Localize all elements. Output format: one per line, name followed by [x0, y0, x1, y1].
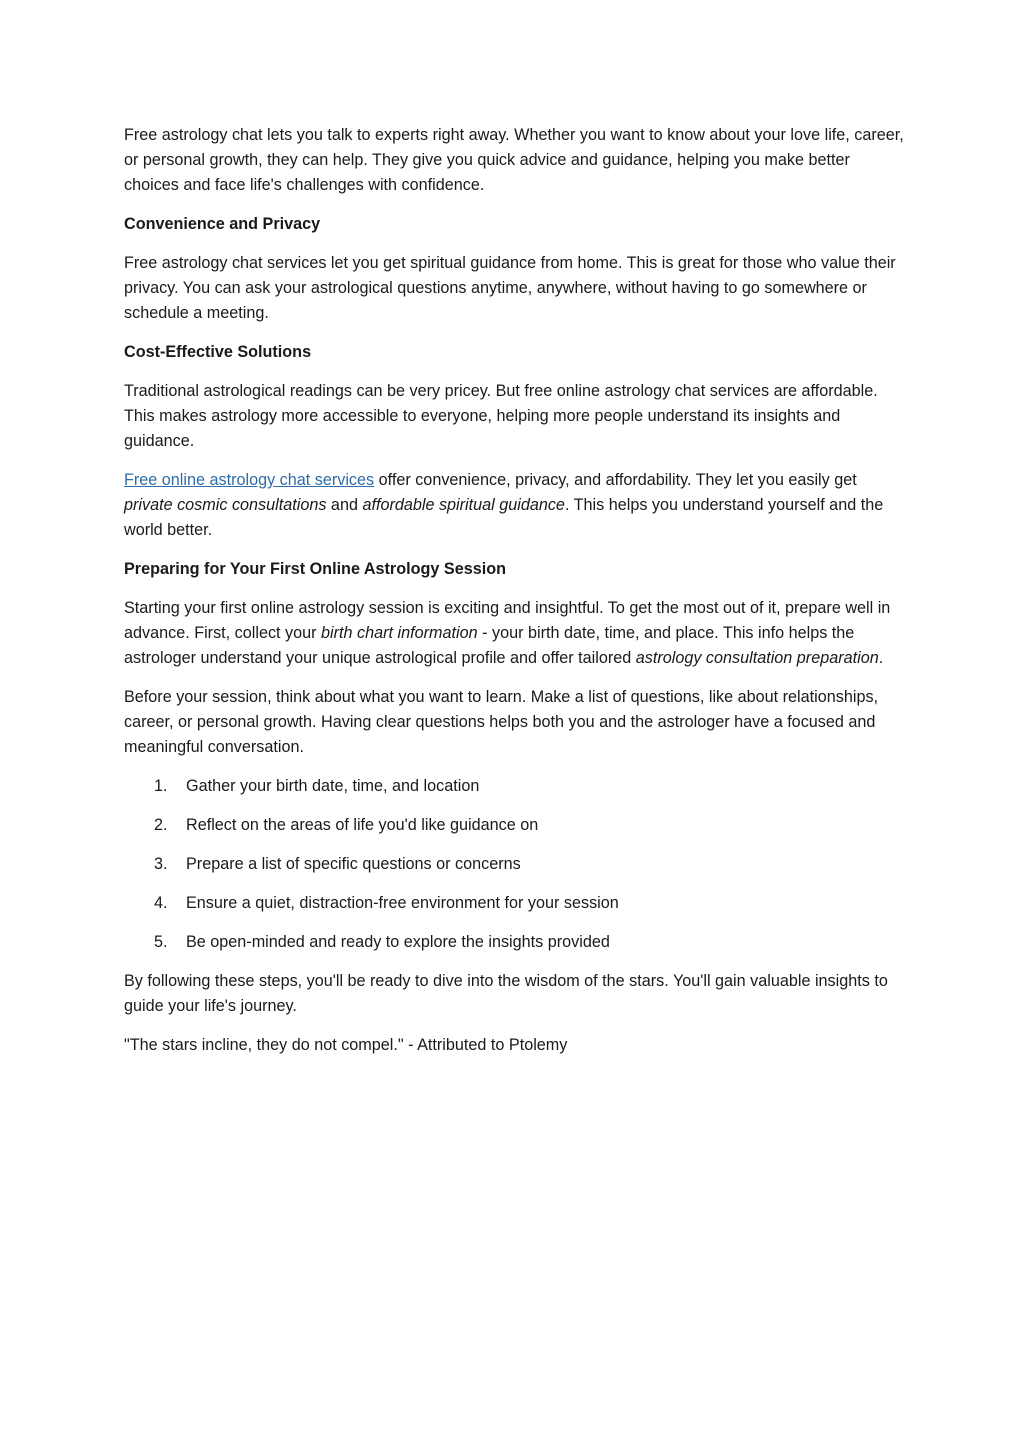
- convenience-paragraph: Free astrology chat services let you get spiritual guidance from home. This is great for those who value their privacy. You can ask your astrological questions anytime, anywhere, without having to go somewhere or schedule a meeting.: [124, 254, 896, 322]
- preparing-emphasis-2: astrology consultation preparation: [635, 649, 879, 667]
- list-item-text: Prepare a list of specific questions or concerns: [186, 855, 521, 873]
- summary-text-3: . This helps you understand yourself and the world better.: [124, 496, 884, 539]
- steps-list: [124, 774, 904, 955]
- list-item-text: Be open-minded and ready to explore the insights provided: [186, 933, 610, 951]
- list-item-number: 5.: [154, 933, 168, 951]
- preparing-paragraph-1: [124, 596, 904, 671]
- preparing-text-2: - your birth date, time, and place. This info helps the astrologer understand your unique astrological profile and offer tailored: [124, 624, 855, 667]
- list-item: [124, 930, 904, 955]
- cost-paragraph: Traditional astrological readings can be very pricey. But free online astrology chat services are affordable. This makes astrology more accessible to everyone, helping more people understand its insights and guidance.: [124, 382, 878, 450]
- preparing-emphasis-1: birth chart information: [321, 624, 478, 642]
- preparing-text-1: Starting your first online astrology session is exciting and insightful. To get the most out of it, prepare well in advance. First, collect your: [124, 599, 891, 642]
- list-item-text: Ensure a quiet, distraction-free environment for your session: [186, 894, 619, 912]
- list-item: [124, 813, 904, 838]
- closing-paragraph: By following these steps, you'll be ready to dive into the wisdom of the stars. You'll gain valuable insights to guide your life's journey.: [124, 972, 888, 1015]
- summary-emphasis-1: private cosmic consultations: [124, 496, 327, 514]
- preparing-text-3: .: [878, 649, 884, 667]
- list-item-number: 2.: [154, 816, 168, 834]
- list-item: [124, 852, 904, 877]
- list-item-number: 4.: [154, 894, 168, 912]
- convenience-heading: Convenience and Privacy: [124, 215, 321, 233]
- list-item: [124, 774, 904, 799]
- preparing-heading: Preparing for Your First Online Astrology Session: [124, 560, 506, 578]
- document-page: [124, 123, 904, 1072]
- list-item-number: 3.: [154, 855, 168, 873]
- cost-heading: Cost-Effective Solutions: [124, 343, 312, 361]
- intro-paragraph: Free astrology chat lets you talk to experts right away. Whether you want to know about your love life, career, or personal growth, they can help. They give you quick advice and guidance, helping you make better choices and face life's challenges with confidence.: [124, 126, 904, 194]
- list-item-number: 1.: [154, 777, 168, 795]
- list-item: [124, 891, 904, 916]
- summary-paragraph: [124, 468, 904, 543]
- preparing-paragraph-2: Before your session, think about what you want to learn. Make a list of questions, like about relationships, career, or personal growth. Having clear questions helps both you and the astrologer have a focused and meaningful conversation.: [124, 688, 879, 756]
- summary-text-2: and: [326, 496, 363, 514]
- astrology-chat-link[interactable]: Free online astrology chat services: [124, 471, 375, 489]
- summary-text-1: offer convenience, privacy, and affordability. They let you easily get: [374, 471, 857, 489]
- list-item-text: Gather your birth date, time, and location: [186, 777, 480, 795]
- list-item-text: Reflect on the areas of life you'd like guidance on: [186, 816, 539, 834]
- quote: "The stars incline, they do not compel." - Attributed to Ptolemy: [124, 1036, 568, 1054]
- summary-emphasis-2: affordable spiritual guidance: [362, 496, 565, 514]
